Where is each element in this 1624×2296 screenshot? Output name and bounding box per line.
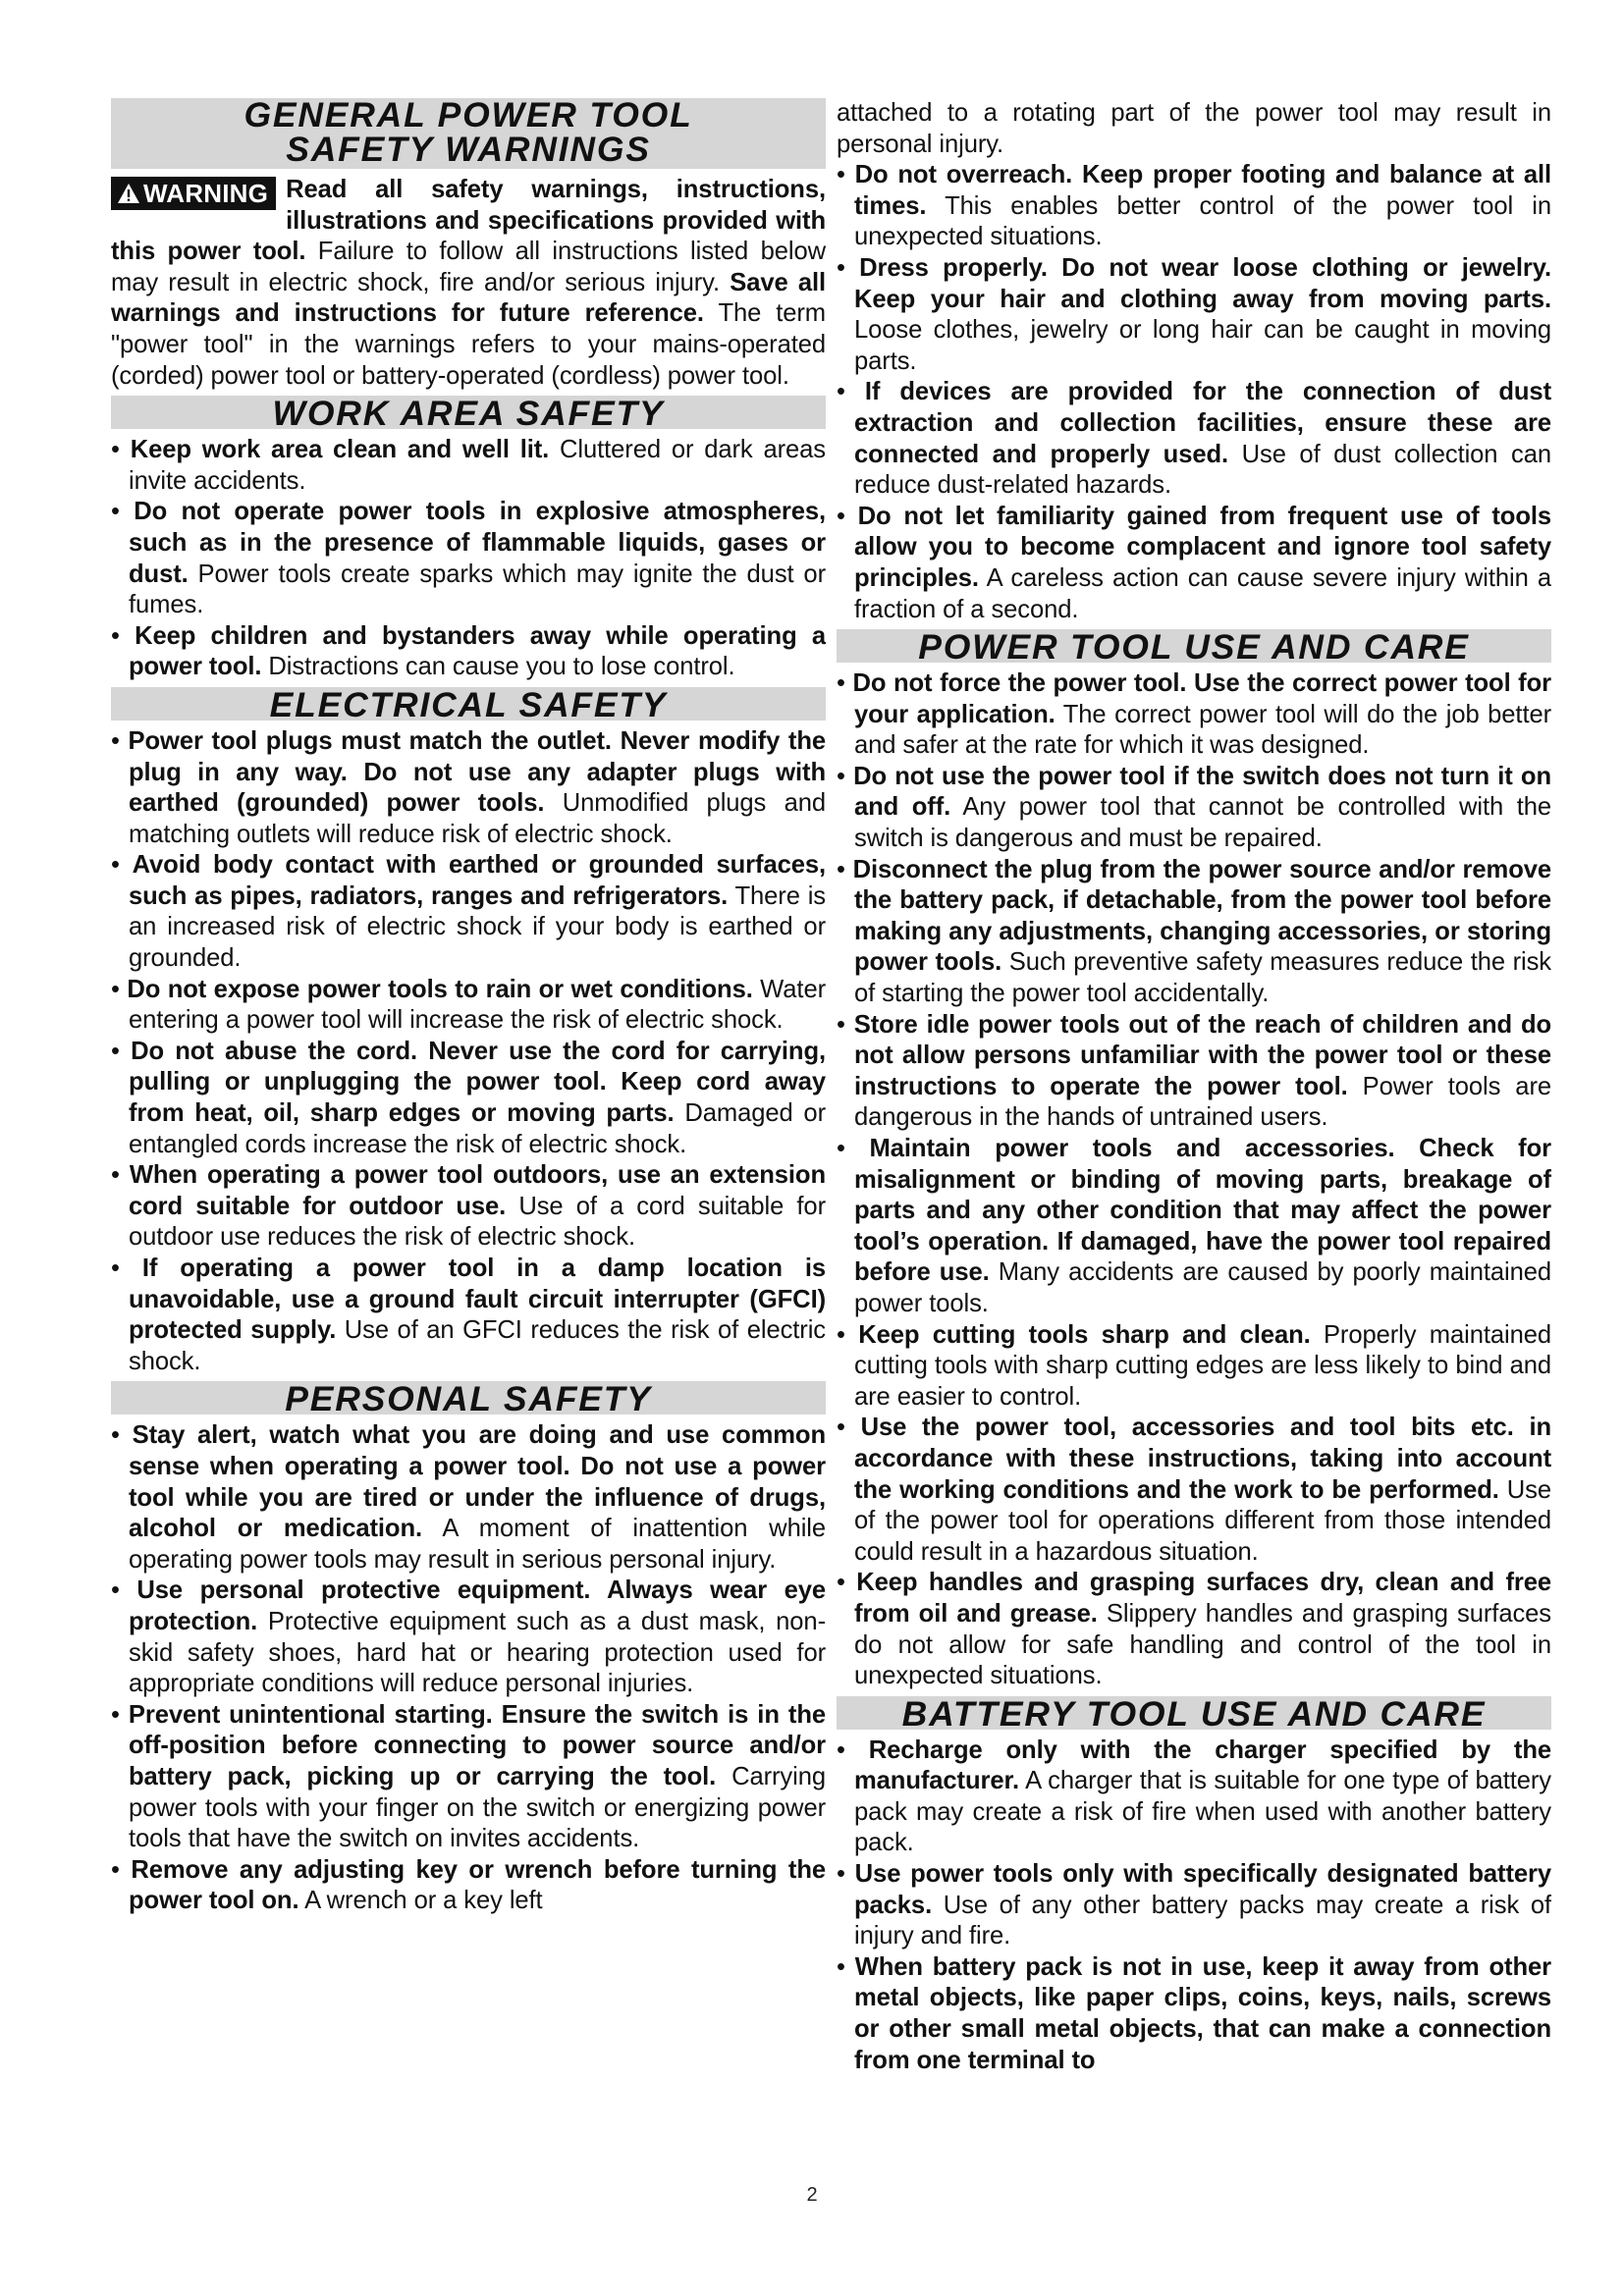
page-number: 2: [806, 2184, 818, 2206]
list-item: • Do not operate power tools in explosive atmospheres, such as in the presence of flammable liquids, gases or dust. Power tools create sparks which may ignite the dust or fumes.: [111, 498, 826, 619]
general-safety-title-line1: GENERAL POWER TOOL: [244, 98, 693, 134]
item-bold: Keep cutting tools sharp and clean.: [858, 1320, 1311, 1349]
item-bold: Use the power tool, accessories and tool bits etc. in accordance with these instructions, taking into account the working conditions and the work to be performed.: [854, 1414, 1551, 1504]
item-text: Power tools are dangerous in the hands of untrained users.: [854, 1072, 1551, 1132]
item-text: Unmodified plugs and matching outlets will reduce risk of electric shock.: [129, 789, 826, 848]
item-text: There is an increased risk of electric shock if your body is earthed or grounded.: [129, 881, 826, 973]
left-column: [111, 98, 826, 2179]
item-bold: Do not abuse the cord. Never use the cord for carrying, pulling or unplugging the power tool. Keep cord away from heat, oil, sharp edges or moving parts.: [129, 1037, 826, 1128]
list-item: • Disconnect the plug from the power source and/or remove the battery pack, if detachable, from the power tool before making any adjustments, changing accessories, or storing power tools. Such preventive safety measures reduce the risk of starting the power tool accidentally.: [837, 855, 1551, 1008]
personal-safety-header: PERSONAL SAFETY: [111, 1381, 826, 1415]
item-bold: Prevent unintentional starting. Ensure the switch is in the off-position before connecting to power source and/or battery pack, picking up or carrying the tool.: [128, 1700, 826, 1790]
list-item: • Dress properly. Do not wear loose clothing or jewelry. Keep your hair and clothing away from moving parts. Loose clothes, jewelry or long hair can be caught in moving parts.: [837, 253, 1551, 375]
list-item: • Use personal protective equipment. Always wear eye protection. Protective equipment such as a dust mask, non-skid safety shoes, hard hat or hearing protection used for appropriate conditions will reduce personal injuries.: [111, 1576, 826, 1698]
list-item: • When operating a power tool outdoors, use an extension cord suitable for outdoor use. Use of a cord suitable for outdoor use reduces the risk of electric shock.: [111, 1161, 826, 1252]
item-bold: Avoid body contact with earthed or grounded surfaces, such as pipes, radiators, ranges and refrigerators.: [129, 851, 826, 910]
warning-bold-2: Save all warnings and instructions for future reference.: [111, 268, 826, 328]
item-bold: Dress properly. Do not wear loose clothing or jewelry. Keep your hair and clothing away from moving parts.: [854, 253, 1551, 313]
item-text: Many accidents are caused by poorly maintained power tools.: [854, 1258, 1551, 1317]
warning-text-2: The term "power tool" in the warnings refers to your mains-operated (corded) power tool or battery-operated (cordless) power tool.: [111, 299, 826, 390]
item-bold: Use personal protective equipment. Always wear eye protection.: [129, 1576, 826, 1635]
item-text: Water entering a power tool will increase the risk of electric shock.: [129, 975, 826, 1035]
list-item: • Do not overreach. Keep proper footing and balance at all times. This enables better control of the power tool in unexpected situations.: [837, 161, 1551, 251]
item-text: The correct power tool will do the job better and safer at the rate for which it was designed.: [854, 700, 1551, 760]
item-bold: If devices are provided for the connection of dust extraction and collection facilities, ensure these are connected and properly used.: [854, 378, 1551, 468]
list-item: • Stay alert, watch what you are doing and use common sense when operating a power tool. Do not use a power tool while you are tired or under the influence of drugs, alcohol or medication. A moment of inattention while operating power tools may result in serious personal injury.: [111, 1421, 826, 1574]
item-bold: Store idle power tools out of the reach of children and do not allow persons unfamiliar with the power tool or these instructions to operate the power tool.: [853, 1010, 1551, 1100]
list-item: • Use power tools only with specifically designated battery packs. Use of any other battery packs may create a risk of injury and fire.: [837, 1860, 1551, 1950]
item-bold: Keep handles and grasping surfaces dry, clean and free from oil and grease.: [854, 1569, 1551, 1628]
item-text: Such preventive safety measures reduce the risk of starting the power tool accidentally.: [854, 948, 1551, 1008]
list-item: • Do not use the power tool if the switch does not turn it on and off. Any power tool that cannot be controlled with the switch is dangerous and must be repaired.: [837, 762, 1551, 853]
item-text: Use of a cord suitable for outdoor use reduces the risk of electric shock.: [129, 1192, 826, 1252]
item-text: Cluttered or dark areas invite accidents.: [129, 436, 826, 495]
item-text: Use of any other battery packs may create a risk of injury and fire.: [854, 1891, 1551, 1950]
item-text: A moment of inattention while operating power tools may result in serious personal injury.: [129, 1515, 826, 1574]
item-bold: Keep work area clean and well lit.: [130, 436, 550, 464]
right-column: [837, 98, 1551, 2179]
list-item: • Use the power tool, accessories and tool bits etc. in accordance with these instructions, taking into account the working conditions and the work to be performed. Use of the power tool for operations different from those intended could result in a hazardous situation.: [837, 1414, 1551, 1566]
power-tool-use-header: POWER TOOL USE AND CARE: [837, 629, 1551, 663]
item-bold: Use power tools only with specifically designated battery packs.: [854, 1860, 1551, 1919]
item-text: Any power tool that cannot be controlled with the switch is dangerous and must be repaired.: [854, 793, 1551, 853]
list-item: • Store idle power tools out of the reach of children and do not allow persons unfamiliar with the power tool or these instructions to operate the power tool. Power tools are dangerous in the hands of untrained users.: [837, 1010, 1551, 1132]
continued-text: attached to a rotating part of the power tool may result in personal injury.: [837, 99, 1551, 158]
item-bold: Do not use the power tool if the switch does not turn it on and off.: [853, 762, 1551, 822]
item-bold: Keep children and bystanders away while operating a power tool.: [129, 621, 826, 681]
item-bold: Recharge only with the charger specified by the manufacturer.: [854, 1735, 1551, 1795]
item-text: A careless action can cause severe injury within a fraction of a second.: [854, 563, 1551, 623]
electrical-safety-header: ELECTRICAL SAFETY: [111, 687, 826, 721]
list-item: • If operating a power tool in a damp location is unavoidable, use a ground fault circuit interrupter (GFCI) protected supply. Use of an GFCI reduces the risk of electric shock.: [111, 1255, 826, 1375]
list-item: • Do not abuse the cord. Never use the cord for carrying, pulling or unplugging the power tool. Keep cord away from heat, oil, sharp edges or moving parts. Damaged or entangled cords increase the risk of electric shock.: [111, 1037, 826, 1158]
item-text: Use of the power tool for operations different from those intended could result in a hazardous situation.: [854, 1475, 1551, 1566]
list-item: • Keep cutting tools sharp and clean. Properly maintained cutting tools with sharp cutting edges are less likely to bind and are easier to control.: [837, 1320, 1551, 1411]
battery-tool-use-header: BATTERY TOOL USE AND CARE: [837, 1696, 1551, 1730]
warning-badge: [111, 177, 276, 210]
item-text: Use of dust collection can reduce dust-related hazards.: [854, 440, 1551, 500]
item-text: Use of an GFCI reduces the risk of electric shock.: [129, 1316, 826, 1375]
list-item: • Do not force the power tool. Use the correct power tool for your application. The correct power tool will do the job better and safer at the rate for which it was designed.: [837, 669, 1551, 760]
warning-label: WARNING: [143, 179, 269, 208]
list-item: • Remove any adjusting key or wrench before turning the power tool on. A wrench or a key left: [111, 1855, 826, 1915]
item-bold: Disconnect the plug from the power source and/or remove the battery pack, if detachable, from the power tool before making any adjustments, changing accessories, or storing power tools.: [852, 855, 1551, 977]
warning-text-1: Failure to follow all instructions listed below may result in electric shock, fire and/or serious injury.: [111, 238, 826, 296]
list-item: • Power tool plugs must match the outlet. Never modify the plug in any way. Do not use any adapter plugs with earthed (grounded) power tools. Unmodified plugs and matching outlets will reduce risk of electric shock.: [111, 726, 826, 848]
item-bold: Do not let familiarity gained from frequent use of tools allow you to become complacent and ignore tool safety principles.: [854, 502, 1551, 592]
item-text: Power tools create sparks which may ignite the dust or fumes.: [129, 560, 826, 619]
general-warning-paragraph: [111, 175, 826, 392]
item-bold: Do not operate power tools in explosive atmospheres, such as in the presence of flammable liquids, gases or dust.: [129, 498, 826, 588]
item-text: Carrying power tools with your finger on the switch or energizing power tools that have the switch on invites accidents.: [129, 1762, 826, 1853]
item-bold: Do not overreach. Keep proper footing and balance at all times.: [854, 161, 1551, 220]
list-item: • Keep handles and grasping surfaces dry, clean and free from oil and grease. Slippery handles and grasping surfaces do not allow for safe handling and control of the tool in unexpected situations.: [837, 1569, 1551, 1690]
general-safety-header: [111, 98, 826, 169]
item-bold: Remove any adjusting key or wrench before turning the power tool on.: [129, 1855, 826, 1915]
list-item: • Recharge only with the charger specified by the manufacturer. A charger that is suitable for one type of battery pack may create a risk of fire when used with another battery pack.: [837, 1735, 1551, 1857]
item-text: This enables better control of the power tool in unexpected situations.: [854, 191, 1551, 251]
item-text: Slippery handles and grasping surfaces do not allow for safe handling and control of the tool in unexpected situations.: [854, 1599, 1551, 1690]
item-bold: When battery pack is not in use, keep it away from other metal objects, like paper clips, coins, keys, nails, screws or other small metal objects, that can make a connection from one terminal to: [854, 1952, 1551, 2074]
list-item: • Prevent unintentional starting. Ensure the switch is in the off-position before connecting to power source and/or battery pack, picking up or carrying the tool. Carrying power tools with your finger on the switch or energizing power tools that have the switch on invites accidents.: [111, 1700, 826, 1853]
item-bold: Do not force the power tool. Use the correct power tool for your application.: [852, 669, 1551, 728]
item-text: Damaged or entangled cords increase the risk of electric shock.: [129, 1099, 826, 1158]
item-bold: Maintain power tools and accessories. Check for misalignment or binding of moving parts, breakage of parts and any other condition that may affect the power tool’s operation. If damaged, have the power tool repaired before use.: [854, 1135, 1551, 1287]
item-bold: Stay alert, watch what you are doing and use common sense when operating a power tool. Do not use a power tool while you are tired or under the influence of drugs, alcohol or medication.: [129, 1421, 826, 1543]
list-item: • When battery pack is not in use, keep it away from other metal objects, like paper clips, coins, keys, nails, screws or other small metal objects, that can make a connection from one terminal to: [837, 1952, 1551, 2074]
list-item: • If devices are provided for the connection of dust extraction and collection facilities, ensure these are connected and properly used. Use of dust collection can reduce dust-related hazards.: [837, 378, 1551, 500]
item-text: A charger that is suitable for one type of battery pack may create a risk of fire when used with another battery pack.: [854, 1767, 1551, 1857]
item-bold: Do not expose power tools to rain or wet conditions.: [127, 975, 753, 1003]
item-bold: If operating a power tool in a damp location is unavoidable, use a ground fault circuit interrupter (GFCI) protected supply.: [129, 1255, 826, 1345]
list-item: • Do not let familiarity gained from frequent use of tools allow you to become complacent and ignore tool safety principles. A careless action can cause severe injury within a fraction of a second.: [837, 502, 1551, 623]
general-safety-title-line2: SAFETY WARNINGS: [286, 130, 651, 169]
item-text: Properly maintained cutting tools with sharp cutting edges are less likely to bind and are easier to control.: [854, 1320, 1551, 1411]
list-item: • Maintain power tools and accessories. Check for misalignment or binding of moving parts, breakage of parts and any other condition that may affect the power tool’s operation. If damaged, have the power tool repaired before use. Many accidents are caused by poorly maintained power tools.: [837, 1135, 1551, 1317]
warning-triangle-icon: [117, 183, 140, 204]
list-item: • Avoid body contact with earthed or grounded surfaces, such as pipes, radiators, ranges and refrigerators. There is an increased risk of electric shock if your body is earthed or grounded.: [111, 851, 826, 973]
list-item: • Keep children and bystanders away while operating a power tool. Distractions can cause you to lose control.: [111, 621, 826, 681]
list-item: • Do not expose power tools to rain or wet conditions. Water entering a power tool will increase the risk of electric shock.: [111, 975, 826, 1035]
work-area-safety-header: WORK AREA SAFETY: [111, 396, 826, 429]
item-bold: When operating a power tool outdoors, use an extension cord suitable for outdoor use.: [129, 1161, 826, 1220]
item-text: A wrench or a key left: [298, 1887, 543, 1915]
list-item: • Keep work area clean and well lit. Cluttered or dark areas invite accidents.: [111, 436, 826, 495]
warning-bold-1: Read all safety warnings, instructions, illustrations and specifications provided with this power tool.: [111, 176, 826, 266]
item-bold: Power tool plugs must match the outlet. Never modify the plug in any way. Do not use any adapter plugs with earthed (grounded) power tools.: [128, 726, 826, 818]
item-text: Loose clothes, jewelry or long hair can be caught in moving parts.: [854, 316, 1551, 375]
item-text: Protective equipment such as a dust mask, non-skid safety shoes, hard hat or hearing protection used for appropriate conditions will reduce personal injuries.: [129, 1607, 826, 1698]
item-text: Distractions can cause you to lose control.: [261, 653, 735, 681]
